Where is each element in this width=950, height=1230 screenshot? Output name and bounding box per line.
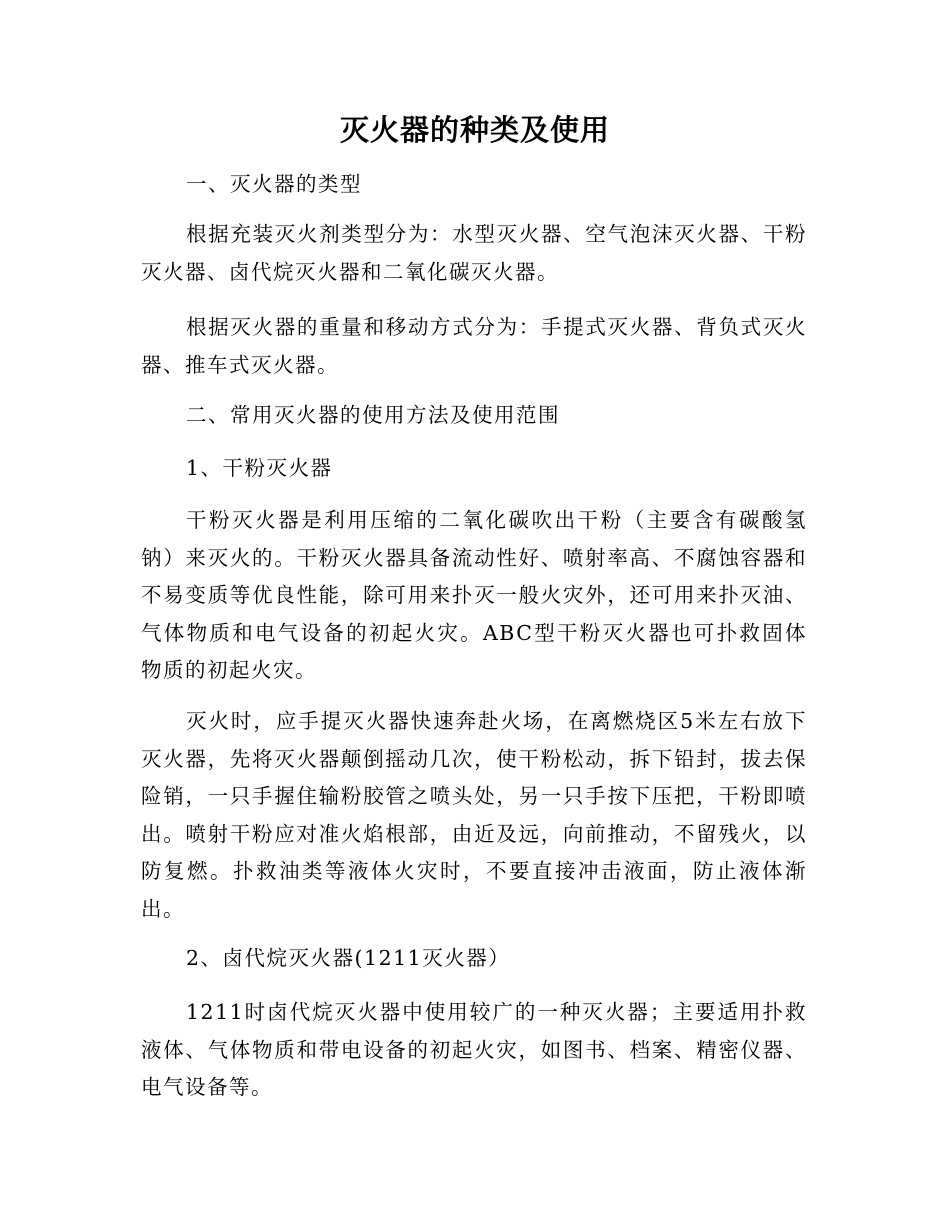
- paragraph-types-by-weight: 根据灭火器的重量和移动方式分为：手提式灭火器、背负式灭火器、推车式灭火器。: [141, 315, 807, 377]
- document-title: 灭火器的种类及使用: [339, 113, 610, 147]
- heading-dry-powder: 1、干粉灭火器: [186, 456, 333, 480]
- paragraph-halon-description: 1211时卤代烷灭火器中使用较广的一种灭火器；主要适用扑救液体、气体物质和带电设备的初起火灾，如图书、档案、精密仪器、电气设备等。: [141, 1000, 807, 1099]
- paragraph-dry-powder-description: 干粉灭火器是利用压缩的二氧化碳吹出干粉（主要含有碳酸氢钠）来灭火的。干粉灭火器具备流动性好、喷射率高、不腐蚀容器和不易变质等优良性能，除可用来扑灭一般火灾外，还可用来扑灭油、气体物质和电气设备的初起火灾。ABC型干粉灭火器也可扑救固体物质的初起火灾。: [141, 508, 807, 682]
- paragraph-dry-powder-usage: 灭火时，应手提灭火器快速奔赴火场，在离燃烧区5米左右放下灭火器，先将灭火器颠倒摇动几次，使干粉松动，拆下铅封，拔去保险销，一只手握住输粉胶管之喷头处，另一只手按下压把，干粉即喷出。喷射干粉应对准火焰根部，由近及远，向前推动，不留残火，以防复燃。扑救油类等液体火灾时，不要直接冲击液面，防止液体渐出。: [141, 709, 807, 921]
- heading-usage-and-scope: 二、常用灭火器的使用方法及使用范围: [186, 403, 560, 427]
- paragraph-types-by-agent: 根据充装灭火剂类型分为：水型灭火器、空气泡沫灭火器、干粉灭火器、卤代烷灭火器和二氧化碳灭火器。: [141, 222, 807, 284]
- heading-extinguisher-types: 一、灭火器的类型: [186, 172, 362, 196]
- heading-halon: 2、卤代烷灭火器(1211灭火器）: [186, 946, 511, 970]
